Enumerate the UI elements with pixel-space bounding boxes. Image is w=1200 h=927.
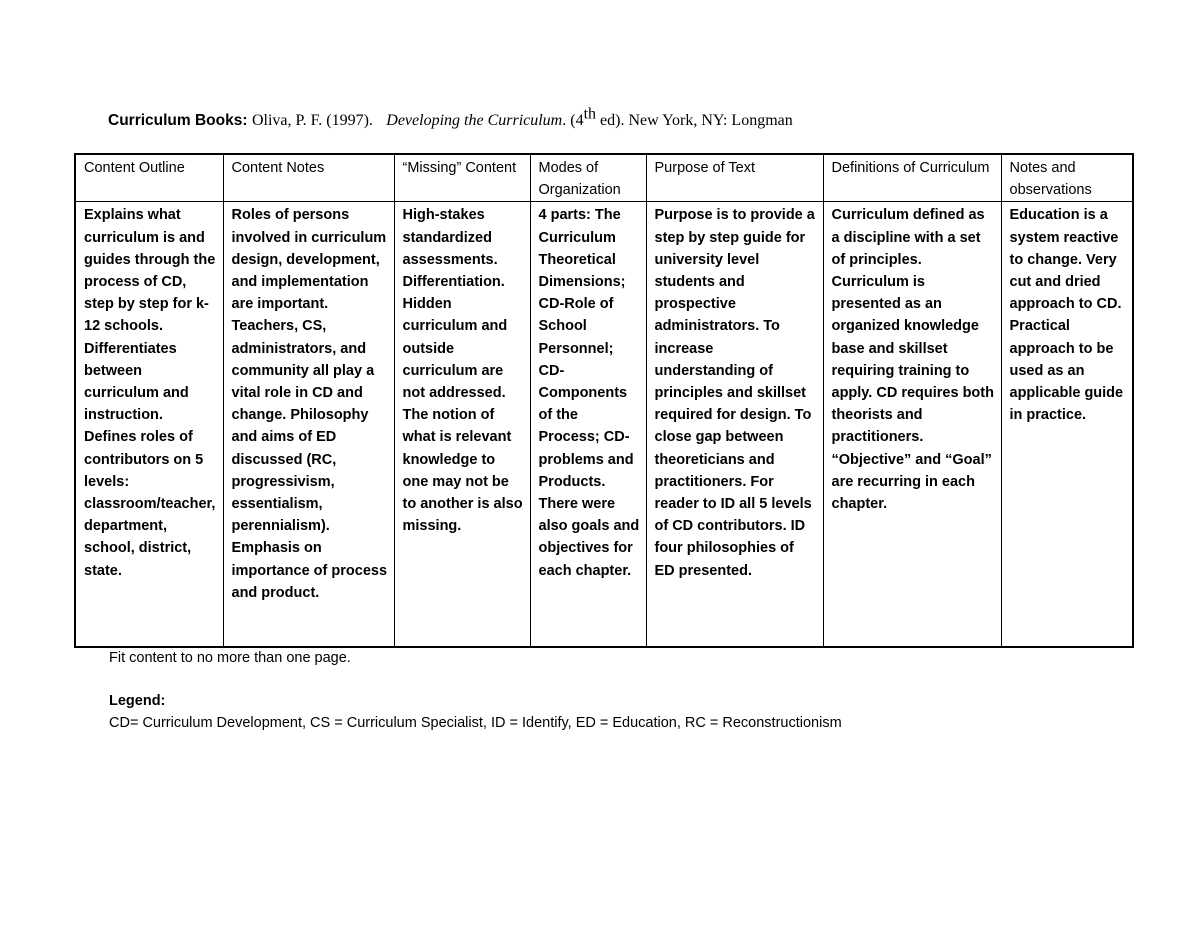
fit-note: Fit content to no more than one page. (109, 650, 351, 666)
citation-line (108, 105, 793, 131)
header-modes-of-organization: Modes of Organization (530, 154, 646, 202)
header-purpose-of-text: Purpose of Text (646, 154, 823, 202)
cell-notes-and-observations: Education is a system reactive to change. Very cut and dried approach to CD. Practical approach to be used as an applicable guide in practice. (1001, 202, 1133, 648)
cell-purpose-of-text: Purpose is to provide a step by step guide for university level students and prospective administrators. To increase understanding of principles and skillset required for design. To close gap between theoreticians and practitioners. For reader to ID all 5 levels of CD contributors. ID four philosophies of ED presented. (646, 202, 823, 648)
header-content-outline: Content Outline (75, 154, 223, 202)
citation-author-year: Oliva, P. F. (1997). (251, 112, 373, 129)
header-notes-and-observations: Notes and observations (1001, 154, 1133, 202)
table-row (75, 202, 1133, 648)
citation-edition-sup: th (583, 105, 597, 123)
header-missing-content: “Missing” Content (394, 154, 530, 202)
cell-missing-content: High-stakes standardized assessments. Differentiation. Hidden curriculum and outside curriculum are not addressed. The notion of what is relevant knowledge to one may not be to another is also missing. (394, 202, 530, 648)
cell-definitions-of-curriculum: Curriculum defined as a discipline with a set of principles. Curriculum is presented as an organized knowledge base and skillset requiring training to apply. CD requires both theorists and practitioners. “Objective” and “Goal” are recurring in each chapter. (823, 202, 1001, 648)
cell-content-notes: Roles of persons involved in curriculum design, development, and implementation are important. Teachers, CS, administrators, and community all play a vital role in CD and change. Philosophy and aims of ED discussed (RC, progressivism, essentialism, perennialism). Emphasis on importance of process and product. (223, 202, 394, 648)
header-definitions-of-curriculum: Definitions of Curriculum (823, 154, 1001, 202)
header-content-notes: Content Notes (223, 154, 394, 202)
citation-book-title: Developing the Curriculum (386, 112, 563, 129)
curriculum-table (74, 153, 1134, 648)
citation-edition-post: ed). New York, NY: Longman (596, 112, 793, 129)
legend-title: Legend: (109, 693, 166, 709)
table-header-row (75, 154, 1133, 202)
cell-content-outline: Explains what curriculum is and guides through the process of CD, step by step for k-12 schools. Differentiates between curriculum and instruction. Defines roles of contributors on 5 levels: classroom/teacher, department, school, district, state. (75, 202, 223, 648)
citation-edition-pre: . (4 (562, 112, 584, 129)
legend-text: CD= Curriculum Development, CS = Curriculum Specialist, ID = Identify, ED = Education, RC = Reconstructionism (109, 715, 842, 731)
cell-modes-of-organization: 4 parts: The Curriculum Theoretical Dimensions; CD-Role of School Personnel; CD-Components of the Process; CD-problems and Products. There were also goals and objectives for each chapter. (530, 202, 646, 648)
citation-label: Curriculum Books: (108, 112, 248, 129)
